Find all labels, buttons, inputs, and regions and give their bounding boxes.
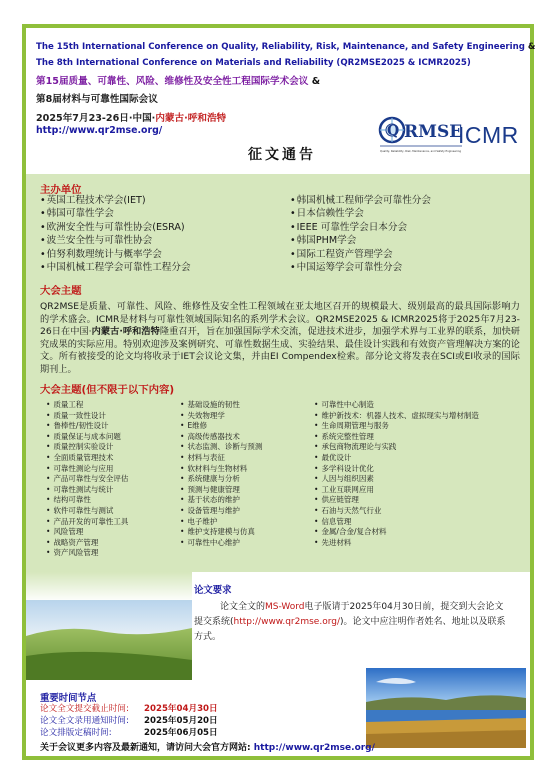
list-item: • 可靠性中心制造 — [314, 400, 479, 411]
poster-header — [26, 28, 536, 174]
topics-column-3 — [314, 400, 479, 548]
list-item: • 产品开发的可靠性工具 — [46, 517, 128, 528]
list-item: • 失效物理学 — [180, 411, 262, 422]
list-item: • 设备管理与维护 — [180, 506, 262, 517]
list-item: • 电子维护 — [180, 517, 262, 528]
list-item: • 欧洲安全性与可靠性协会(ESRA) — [40, 221, 191, 234]
list-item: • 最优设计 — [314, 453, 479, 464]
qr2mse-logo — [378, 112, 464, 156]
key-date-row: 论文排版定稿时间: 2025年06月05日 — [40, 728, 218, 738]
intro-title: 大会主题 — [40, 285, 82, 297]
list-item: • 中国运筹学会可靠性分会 — [290, 261, 431, 274]
list-item: • 英国工程技术学会(IET) — [40, 194, 191, 207]
requirements-title: 论文要求 — [194, 585, 232, 596]
organizers-title: 主办单位 — [40, 184, 82, 196]
lake-photo — [366, 668, 526, 748]
list-item: • 资产风险管理 — [46, 548, 128, 559]
conference-url[interactable]: http://www.qr2mse.org/ — [36, 125, 163, 136]
list-item: • 生命周期管理与服务 — [314, 421, 479, 432]
list-item: • 基于状态的维护 — [180, 495, 262, 506]
logo-caption: Quality, Reliability, Risk, Maintenance, and Safety Engineering — [380, 150, 462, 153]
list-item: • 质量一致性设计 — [46, 411, 128, 422]
key-date-row: 论文全文提交截止时间: 2025年04月30日 — [40, 704, 218, 714]
list-item: • 石油与天然气行业 — [314, 506, 479, 517]
organizers-left-list — [40, 194, 191, 274]
key-date-row: 论文全文录用通知时间: 2025年05月20日 — [40, 716, 218, 726]
list-item: • 质量控制实验设计 — [46, 442, 128, 453]
list-item: • 高级传感器技术 — [180, 432, 262, 443]
list-item: • 软材料与生物材料 — [180, 464, 262, 475]
footer-note: 关于会议更多内容及最新通知，请访问大会官方网站: http://www.qr2mse.org/ — [40, 743, 375, 753]
topics-column-2 — [180, 400, 262, 548]
list-item: • 可靠性中心维护 — [180, 538, 262, 549]
notice-title: 征文通告 — [248, 147, 316, 163]
list-item: • 风险管理 — [46, 527, 128, 538]
icmr-logo: ICMR — [458, 122, 519, 148]
list-item: • 波兰安全性与可靠性协会 — [40, 234, 191, 247]
list-item: • IEEE 可靠性学会日本分会 — [290, 221, 431, 234]
list-item: • 韩国可靠性学会 — [40, 207, 191, 220]
list-item: • 伯努利数理统计与概率学会 — [40, 248, 191, 261]
title-en-line-1: The 15th International Conference on Quality, Reliability, Risk, Maintenance, and Safety Engineering & — [36, 42, 536, 52]
list-item: • 多学科设计优化 — [314, 464, 479, 475]
logo-text: RMSE — [404, 122, 463, 142]
list-item: • 国际工程资产管理学会 — [290, 248, 431, 261]
list-item: • 系统完整性管理 — [314, 432, 479, 443]
list-item: • 韩国机械工程师学会可靠性分会 — [290, 194, 431, 207]
list-item: • 可靠性测试与统计 — [46, 485, 128, 496]
title-cn-line-1: 第15届质量、可靠性、风险、维修性及安全性工程国际学术会议 & — [36, 76, 321, 87]
title-cn-line-2: 第8届材料与可靠性国际会议 — [36, 94, 158, 105]
list-item: • 维护新技术：机器人技术、虚拟现实与增材制造 — [314, 411, 479, 422]
list-item: • 中国机械工程学会可靠性工程分会 — [40, 261, 191, 274]
topics-column-1 — [46, 400, 128, 559]
conference-poster — [22, 24, 534, 760]
logo-letter: Q — [387, 123, 400, 139]
list-item: • 维护支持建模与仿真 — [180, 527, 262, 538]
submission-link[interactable]: http://www.qr2mse.org/ — [233, 617, 340, 627]
list-item: • 软件可靠性与测试 — [46, 506, 128, 517]
intro-paragraph: QR2MSE是质量、可靠性、风险、维修性及安全性工程领域在亚太地区召开的规模最大、级别最高的最具国际影响力的学术盛会。ICMR是材料与可靠性领域国际知名的系列学术会议。QR2MSE2025 & ICMR2025将于2025年7月23-26日在中国·内蒙古·呼和浩特隆重召开，旨在加强国际学术交流，促进技术进步，加强学术界与工业界的联系，加快研究成果的实际应用。特别欢迎涉及案例研究、可靠性数据生成、实验结果、最佳设计实践和有效资产管理解决方案的论文。所有被接受的论文均将收录于IET会议论文集，并由EI Compendex检索。部分论文将发表在SCI或EI收录的国际期刊上。 — [40, 301, 520, 375]
list-item: • 质量工程 — [46, 400, 128, 411]
list-item: • 鲁棒性/韧性设计 — [46, 421, 128, 432]
requirements-text: 论文全文的MS-Word电子版请于2025年04月30日前，提交到大会论文提交系统(http://www.qr2mse.org/)。论文中应注明作者姓名、地址以及联系方式。 — [194, 602, 506, 642]
footer-link[interactable]: http://www.qr2mse.org/ — [253, 743, 375, 753]
photo-fade — [26, 572, 192, 602]
organizers-right-list — [290, 194, 431, 274]
list-item: • 工业互联网应用 — [314, 485, 479, 496]
list-item: • 信息管理 — [314, 517, 479, 528]
list-item: • 状态监测、诊断与预测 — [180, 442, 262, 453]
list-item: • 金属/合金/复合材料 — [314, 527, 479, 538]
list-item: • 日本信赖性学会 — [290, 207, 431, 220]
list-item: • 韩国PHM学会 — [290, 234, 431, 247]
list-item: • 材料与表征 — [180, 453, 262, 464]
list-item: • 产品可靠性与安全评估 — [46, 474, 128, 485]
conference-date-location: 2025年7月23-26日·中国·内蒙古·呼和浩特 — [36, 113, 227, 124]
topics-title: 大会主题(但不限于以下内容) — [40, 384, 175, 396]
list-item: • 全面质量管理技术 — [46, 453, 128, 464]
list-item: • E维修 — [180, 421, 262, 432]
list-item: • 可靠性测论与应用 — [46, 464, 128, 475]
list-item: • 承包商物流理论与实践 — [314, 442, 479, 453]
list-item: • 质量保证与成本问题 — [46, 432, 128, 443]
list-item: • 基础设施的韧性 — [180, 400, 262, 411]
list-item: • 先进材料 — [314, 538, 479, 549]
list-item: • 结构可靠性 — [46, 495, 128, 506]
list-item: • 预测与健康管理 — [180, 485, 262, 496]
title-en-line-2: The 8th International Conference on Materials and Reliability (QR2MSE2025 & ICMR2025) — [36, 58, 471, 68]
list-item: • 人因与组织因素 — [314, 474, 479, 485]
list-item: • 供应链管理 — [314, 495, 479, 506]
list-item: • 系统健康与分析 — [180, 474, 262, 485]
key-dates-title: 重要时间节点 — [40, 693, 97, 704]
list-item: • 战略资产管理 — [46, 538, 128, 549]
